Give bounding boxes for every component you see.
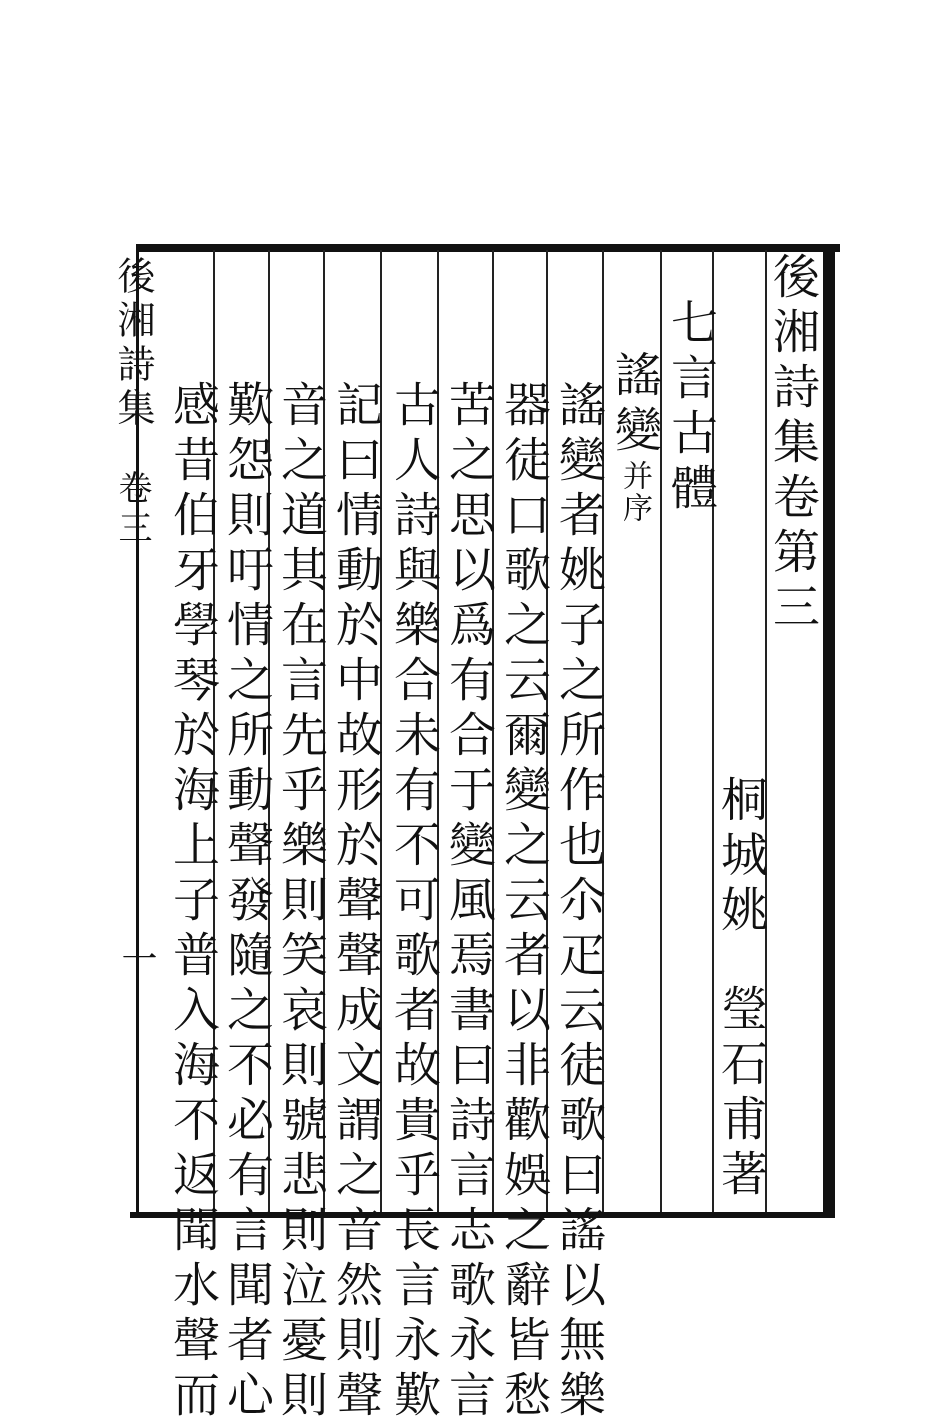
frame-top-border [138, 244, 840, 252]
book-title: 後湘詩集卷第三 [765, 252, 820, 637]
margin-book-title: 後湘詩集 [111, 256, 155, 432]
body-line: 古人詩與樂合未有不可歌者故貴乎長言永歎 [386, 380, 441, 1425]
margin-page-number: 一 [116, 940, 157, 984]
body-line: 苦之思以爲有合于變風焉書曰詩言志歌永言 [441, 380, 496, 1425]
body-line: 謠變者姚子之所作也尒疋云徒歌曰謠以無樂 [551, 380, 606, 1425]
frame-right-border [823, 244, 835, 1218]
section-heading: 七言古體 [663, 298, 718, 518]
poem-title: 謠變 [607, 350, 662, 460]
body-line: 音之道其在言先乎樂則笑哀則號悲則泣憂則 [273, 380, 328, 1425]
body-line: 器徒口歌之云爾變之云者以非歡娛之辭皆愁 [496, 380, 551, 1425]
margin-volume: 卷三 [112, 470, 152, 550]
body-line: 感昔伯牙學琴於海上子普入海不返聞水聲而 [165, 380, 220, 1425]
poem-note: 并序 [617, 460, 652, 524]
author-line [712, 775, 768, 1204]
author-place: 桐城姚 [713, 775, 768, 940]
poem-title-line [606, 350, 662, 524]
body-line: 歎怨則吁情之所動聲發隨之不必有言聞者心 [219, 380, 274, 1425]
author-name: 瑩石甫著 [713, 984, 768, 1204]
body-line: 記曰情動於中故形於聲聲成文謂之音然則聲 [328, 380, 383, 1425]
